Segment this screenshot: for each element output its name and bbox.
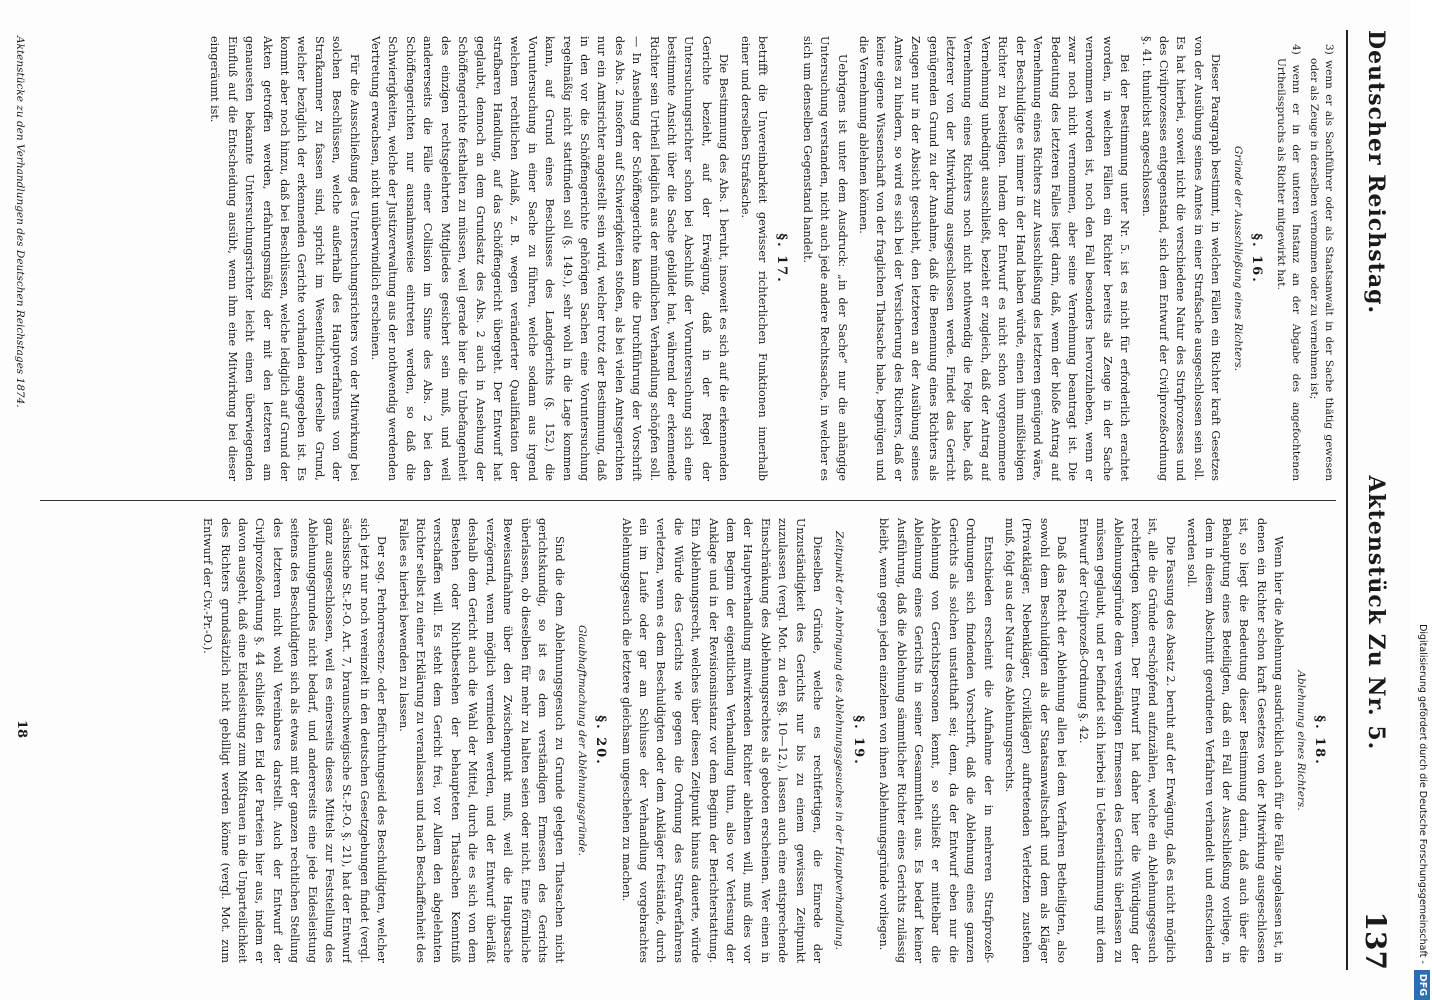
digitization-credit-strip	[1412, 0, 1432, 1000]
section-subtitle-17: betrifft die Unvereinbarkeit gewisser richterlichen Funktionen innerhalb einer und derselben Strafsache.	[738, 36, 770, 481]
paragraph: Dieser Paragraph bestimmt, in welchen Fällen ein Richter kraft Gesetzes von der Ausübung seines Amtes in einer Strafsache ausgeschlossen sein soll. Es hat hierbei, soweit nicht die verschiedene Natur des Strafprozesses und des Civilprozesses entgegenstand, sich dem Entwurf der Civilprozeßordnung §. 41. thunlichst angeschlossen.	[1139, 36, 1223, 481]
section-heading-17: §. 17.	[774, 233, 790, 284]
header-document-title: Aktenstück Zu Nr. 5.	[1363, 475, 1389, 751]
page-number: 137	[1359, 911, 1393, 970]
paragraph: Die Fassung des Absatz 2. beruht auf der Erwägung, daß es nicht möglich ist, alle die Gründe erschöpfend aufzuzählen, welche ein Ablehnungsgesuch rechtfertigen können. Der Entwurf hat daher hier die Würdigung der Ablehnungsgründe dem verständigen Ermessen des Gerichts überlassen zu müssen geglaubt, und er befindet sich hierbei in Uebereinstimmung mit dem Entwurf der Civilprozeß-Ordnung §. 42.	[1076, 518, 1177, 963]
digitization-credit-text: Digitalisierung gefördert durch die Deutsche Forschungsgemeinschaft -	[1417, 624, 1428, 964]
paragraph: Der sog. Perhorrescenz- oder Befürchtungseid des Beschuldigten, welcher sich jetzt nur noch vereinzelt in den deutschen Gesetzgebungen findet (vergl. sächsische St.-P.-O. Art. 7, braunschweigische St.-P.-O. §. 21), hat der Entwurf ganz ausgeschlossen, weil es einerseits dieses Mittels zur Feststellung des Ablehnungsgrundes nicht bedarf, und andererseits eine jede Eidesleistung seitens des Beschuldigten sich als etwas mit der ganzen rechtlichen Stellung des letzteren nicht wohl Vereinbares darstellt. Auch der Entwurf der Civilprozeßordnung §. 44 schließt den Eid der Parteien hier aus, indem er davon ausgeht, daß eine Eidesleistung zum Mißtrauen in die Unparteilichkeit des Richters grundsätzlich nicht gebilligt werden könne (vergl. Mot. zum Entwurf der Civ.-Pr.-O.).	[201, 518, 389, 963]
section-subtitle-20: Glaubhaftmachung der Ablehnungsgründe.	[575, 625, 588, 856]
paragraph: Die Bestimmung des Abs. 1 beruht, insoweit es sich auf die erkennenden Gerichte bezieht, auf der Erwägung, daß in der Regel der Untersuchungsrichter schon bei Abschluß der Voruntersuchung sich eine bestimmte Ansicht über die Sache gebildet hat, während der erkennende Richter sein Urtheil lediglich aus der mündlichen Verhandlung schöpfen soll. — In Ansehung der Schöffengerichte kann die Durchführung der Vorschrift des Abs. 2 insofern auf Schwierigkeiten stoßen, als bei vielen Amtsgerichten nur ein Amtsrichter angestellt sein wird, welcher trotz der Bestimmung, daß in den vor die Schöffengerichte gehörigen Sachen eine Voruntersuchung regelmäßig nicht stattfinden soll (§. 149.), sehr wohl in die Lage kommen kann, auf Grund eines Beschlusses des Landgerichts (§. 152.) die Voruntersuchung in einer Sache zu führen, welche sodann aus irgend welchem rechtlichen Anlaß, z. B. wegen veränderter Qualifikation der strafbaren Handlung, auf das Schöffengericht übergeht. Der Entwurf hat geglaubt, dennoch an dem Grundsatz des Abs. 2 auch in Ansehung der Schöffengerichte festhalten zu müssen, weil gerade hier die Unbefangenheit des einzigen rechtsgelehrten Mitgliedes gesichert sein muß, und weil andererseits die Fälle einer Collision im Sinne des Abs. 2 bei den Schöffengerichten nur ausnahmsweise eintreten werden, so daß die Schwierigkeiten, welche der Justizverwaltung aus der nothwendig werdenden Vertretung erwachsen, nicht unüberwindlich erscheinen.	[369, 36, 731, 481]
section-subtitle-16: Gründe der Ausschließung eines Richters.	[1231, 145, 1244, 372]
paragraph: Entschieden erscheint die Aufnahme der in mehreren Strafprozeß-Ordnungen sich findenden Vorschrift, daß die Ablehnung eines ganzen Gerichts als solchen unstatthaft sei; denn, da der Entwurf eben nur die Ablehnung von Gerichtspersonen kennt, so schließt er mittelbar die Ablehnung eines Gerichts in seiner Gesammtheit aus. Es bedarf keiner Ausführung, daß die Ablehnung sämmtlicher Richter eines Gerichts zulässig bleibt, wenn gegen jeden einzelnen von ihnen Ablehnungsgründe vorliegen.	[877, 518, 995, 963]
paragraph: Dieselben Gründe, welche es rechtfertigen, die Einrede der Unzuständigkeit des Gerichts nur bis zu einem gewissen Zeitpunkt zuzulassen (vergl. Mot. zu den §§. 10—12.), lassen auch eine entsprechende Einschränkung des Ablehnungsrechtes als geboten erscheinen. Wer einen in der Hauptverhandlung mitwirkenden Richter ablehnen will, muß dies vor dem Beginn der eigentlichen Verhandlung thun, also vor Verlesung der Anklage und in der Revisionsinstanz vor dem Beginn der Berichterstattung. Ein Ablehnungsrecht, welches über diesen Zeitpunkt hinaus dauerte, würde die Würde des Gerichts wie gegen die Ordnung des Strafverfahrens verletzen, wenn es dem Beschuldigten oder dem Ankläger freistände, durch ein im Laufe oder gar am Schlusse der Verhandlung vorgebrachtes Ablehnungsgesuch die letztere gleichsam ungeschehen zu machen.	[619, 518, 825, 963]
left-column	[40, 36, 1336, 481]
list-item: 4) wenn er in der unteren Instanz an der Abgabe des angefochtenen Urtheilsspruchs als Richter mitgewirkt hat.	[1275, 44, 1302, 481]
paragraph: Bei der Bestimmung unter Nr. 5. ist es nicht für erforderlich erachtet worden, in welchen Fällen ein Richter bereits als Zeuge in der Sache vernommen worden ist, noch den Fall besonders hervorzuheben, wenn er zwar noch nicht vernommen, aber seine Vernehmung beantragt ist. Die Bedeutung des letzteren Falles liegt darin, daß, wenn der bloße Antrag auf Vernehmung eines Richters zur Ausschließung des letzteren genügend wäre, der Beschuldigte es immer in der Hand haben würde, einen ihm mißliebigen Richter zu beseitigen. Indem der Entwurf es nicht schon vorgenommene Vernehmung unbedingt ausschließt, bezieht er zugleich, daß der Antrag auf Vernehmung eines Richters noch nicht nothwendig die Folge habe, daß letzterer von der Mitwirkung ausgeschlossen werde. Findet das Gericht genügenden Grund zu der Annahme, daß die Benennung eines Richters als Zeugen nur in der Absicht geschieht, den letzteren an der Ausübung seines Amtes zu hindern, so wird es sich bei der Versicherung des Richters, daß er keine eigene Wissenschaft von der fraglichen Thatsache habe, begnügen und die Vernehmung ablehnen können.	[857, 36, 1132, 481]
digitization-credit	[1412, 0, 1432, 1000]
paragraph: Sind die dem Ablehnungsgesuch zu Grunde gelegten Thatsachen nicht gerichtskundig, so ist es dem verständigen Ermessen des Gerichts überlassen, ob dieselben für mehr zu halten seien oder nicht. Eine förmliche Beweisaufnahme über den Zwischenpunkt muß, weil die Hauptsache verzögernd, wenn möglich vermieden werden, und der Entwurf überläßt deshalb dem Gericht auch die Wahl der Mittel, durch die es sich von dem Bestehen oder Nichtbestehen der behaupteten Thatsachen Kenntniß verschaffen will. Es steht dem Gericht frei, vor Allem den abgelehnten Richter selbst zu einer Erklärung zu veranlassen und nach Beschaffenheit des Falles es hierbei bewenden zu lassen.	[396, 518, 567, 963]
page-header	[1346, 30, 1404, 970]
paragraph: Für die Ausschließung des Untersuchungsrichters von der Mitwirkung bei solchen Beschlüssen, welche außerhalb des Hauptverfahrens von der Strafkammer zu fassen sind, spricht im Wesentlichen derselbe Grund, welcher bezüglich der erkennenden Gerichte vorhanden angegeben ist. Es kommt aber noch hinzu, daß bei Beschlüssen, welche lediglich auf Grund der Akten getroffen werden, erfahrungsmäßig der mit den letzteren am genauesten bekannte Untersuchungsrichter leicht einen überwiegenden Einfluß auf die Entscheidung ausübt, wenn ihm eine Mitwirkung bei dieser eingeräumt ist.	[208, 36, 361, 481]
section-subtitle-19: Zeitpunkt der Anbringung des Ablehnungsgesuches in der Hauptverhandlung.	[833, 531, 846, 950]
section-heading-16: §. 16.	[1249, 233, 1264, 284]
signature-mark: 18	[14, 720, 29, 739]
page-footer-source: Aktenstücke zu den Verhandlungen des Deutschen Reichstages 1874.	[14, 36, 26, 408]
section-heading-20: §. 20.	[593, 715, 609, 766]
paragraph: Uebrigens ist unter dem Ausdruck: „in der Sache“ nur die anhängige Untersuchung verstanden, nicht auch jede andere Rechtssache, in welcher es sich um denselben Gegenstand handelt.	[800, 36, 849, 481]
right-column	[40, 518, 1336, 963]
paragraph: Wenn hier die Ablehnung ausdrücklich auch für die Fälle zugelassen ist, in denen ein Richter schon kraft Gesetzes von der Mitwirkung ausgeschlossen ist, so liegt die Bedeutung dieser Bestimmung darin, daß auch über die Behauptung eines Beteiligten, daß ein Fall der Ausschließung vorliege, in dem in diesem Abschnitt geordneten Verfahren verhandelt und entschieden werden soll.	[1185, 518, 1286, 963]
section-subtitle-18: Ablehnung eines Richters.	[1294, 670, 1307, 811]
dfg-logo: DFG	[1414, 970, 1430, 1000]
paragraph: Daß das Recht der Ablehnung allen bei dem Verfahren Betheiligten, also sowohl dem Beschuldigten als der Staatsanwaltschaft und dem als Kläger (Privatkläger, Nebenkläger, Civilkläger) auftretenden Verletzten zustehen muß, folgt aus der Natur des Ablehnungsrechts.	[1003, 518, 1069, 963]
list-item: 3) wenn er als Sachführer oder als Staatsanwalt in der Sache thätig gewesen oder als Zeuge in derselben vernommen oder zu vernehmen ist;	[1308, 44, 1335, 481]
section-heading-18: §. 18.	[1312, 715, 1327, 766]
column-divider	[40, 500, 1336, 501]
section-heading-19: §. 19.	[850, 715, 866, 766]
header-publication-title: Deutscher Reichstag.	[1363, 30, 1389, 315]
